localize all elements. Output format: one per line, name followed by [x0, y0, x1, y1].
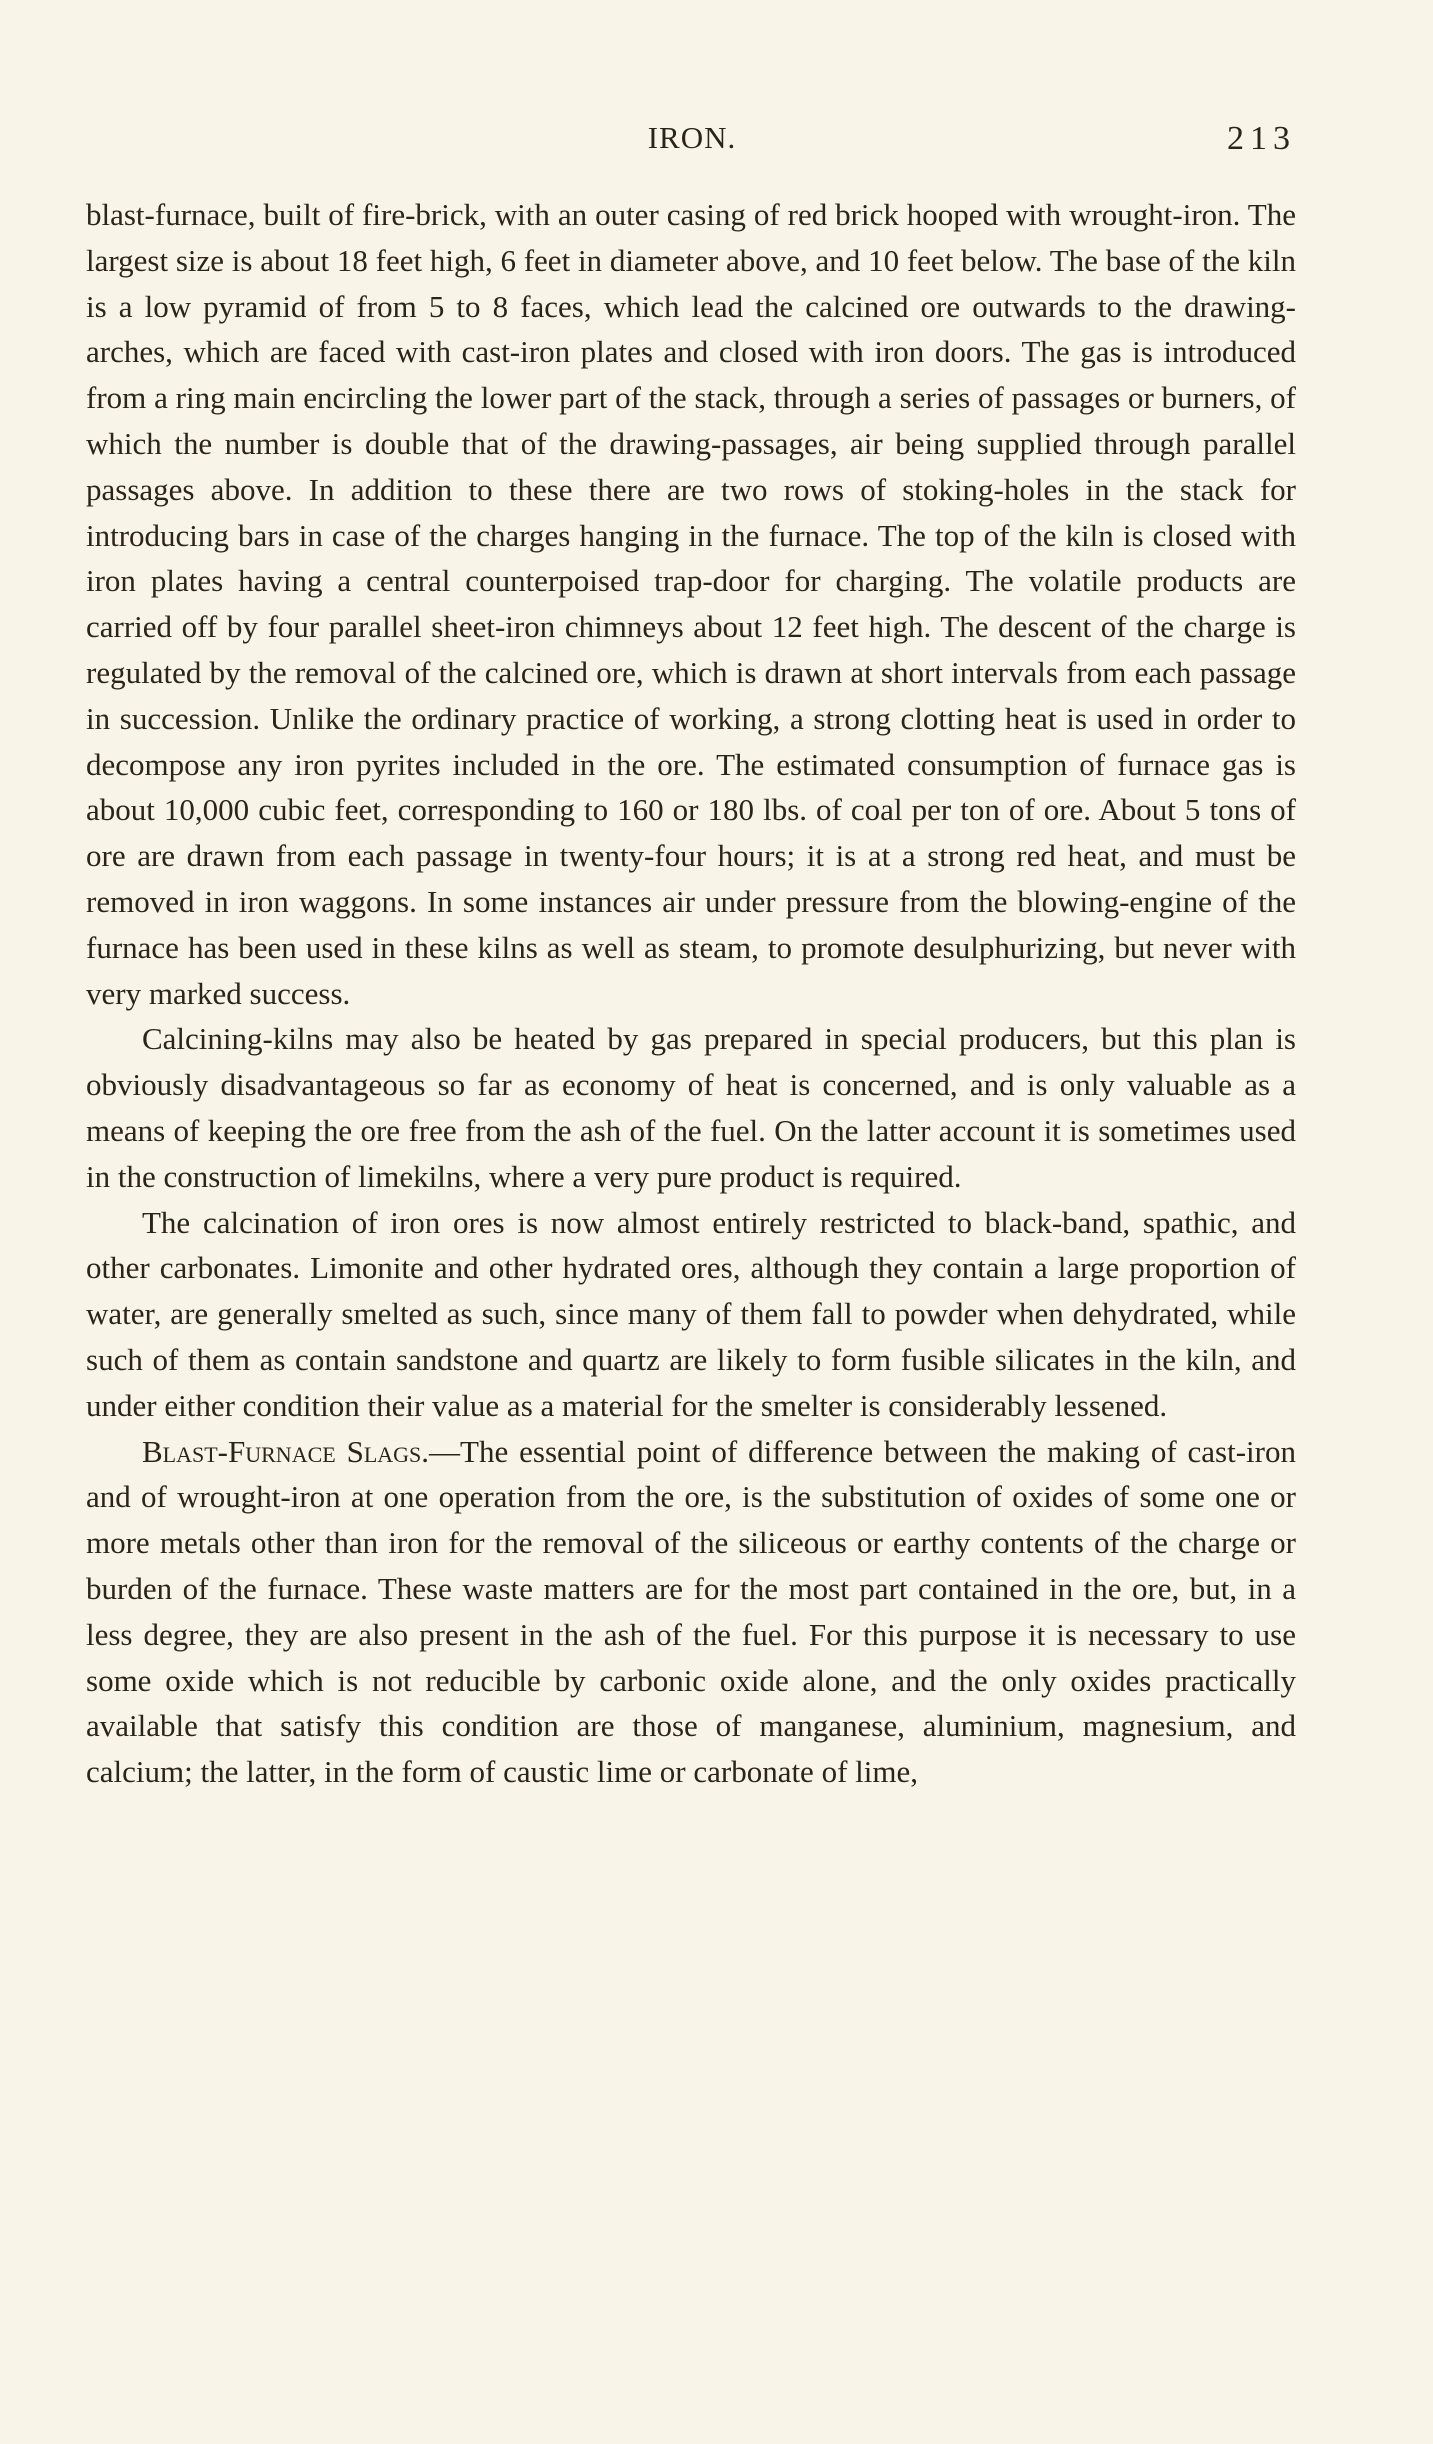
body-text: [86, 192, 1296, 1795]
paragraph-calcining-kilns: [86, 1016, 1296, 1199]
paragraph-text: The calcination of iron ores is now almost entirely restricted to black-band, spathic, and other carbonates. Limonite and other hydrated ores, although they contain a large proportion of water, are generally smelted as such, since many of them fall to powder when dehydrated, while such of them as contain sandstone and quartz are likely to form fusible silicates in the kiln, and under either condition their value as a material for the smelter is considerably lessened.: [86, 1204, 1296, 1423]
running-title: IRON.: [647, 120, 737, 155]
paragraph-kiln-description: [86, 192, 1296, 1016]
paragraph-blast-furnace-slags: [86, 1429, 1296, 1795]
paragraph-text: Calcining-kilns may also be heated by gas prepared in special producers, but this plan is obviously disadvantageous so far as economy of heat is concerned, and is only valuable as a means of keeping the ore free from the ash of the fuel. On the latter account it is sometimes used in the construction of limekilns, where a very pure product is required.: [86, 1021, 1296, 1194]
paragraph-text: —The essential point of difference between the making of cast-iron and of wrought-iron at one operation from the ore, is the substitution of oxides of some one or more metals other than iron for the removal of the siliceous or earthy contents of the charge or burden of the furnace. These waste matters are for the most part contained in the ore, but, in a less degree, they are also present in the ash of the fuel. For this purpose it is necessary to use some oxide which is not reducible by carbonic oxide alone, and the only oxides practically available that satisfy this condition are those of manganese, aluminium, magnesium, and calcium; the latter, in the form of caustic lime or carbonate of lime,: [86, 1433, 1296, 1790]
paragraph-text: blast-furnace, built of fire-brick, with an outer casing of red brick hooped with wrought-iron. The largest size is about 18 feet high, 6 feet in diameter above, and 10 feet below. The base of the kiln is a low pyramid of from 5 to 8 faces, which lead the calcined ore outwards to the drawing-arches, which are faced with cast-iron plates and closed with iron doors. The gas is introduced from a ring main encircling the lower part of the stack, through a series of passages or burners, of which the number is double that of the drawing-passages, air being supplied through parallel passages above. In addition to these there are two rows of stoking-holes in the stack for introducing bars in case of the charges hanging in the furnace. The top of the kiln is closed with iron plates having a central counterpoised trap-door for charging. The volatile products are carried off by four parallel sheet-iron chimneys about 12 feet high. The descent of the charge is regulated by the removal of the calcined ore, which is drawn at short intervals from each passage in succession. Unlike the ordinary practice of working, a strong clotting heat is used in order to decompose any iron pyrites included in the ore. The estimated consumption of furnace gas is about 10,000 cubic feet, corresponding to 160 or 180 lbs. of coal per ton of ore. About 5 tons of ore are drawn from each passage in twenty-four hours; it is at a strong red heat, and must be removed in iron waggons. In some instances air under pressure from the blowing-engine of the furnace has been used in these kilns as well as steam, to promote desulphurizing, but never with very marked success.: [86, 197, 1296, 1011]
paragraph-calcination: [86, 1200, 1296, 1429]
running-head: [88, 120, 1296, 164]
section-heading: Blast-Furnace Slags.: [142, 1433, 430, 1469]
page-number: 213: [1227, 120, 1296, 157]
